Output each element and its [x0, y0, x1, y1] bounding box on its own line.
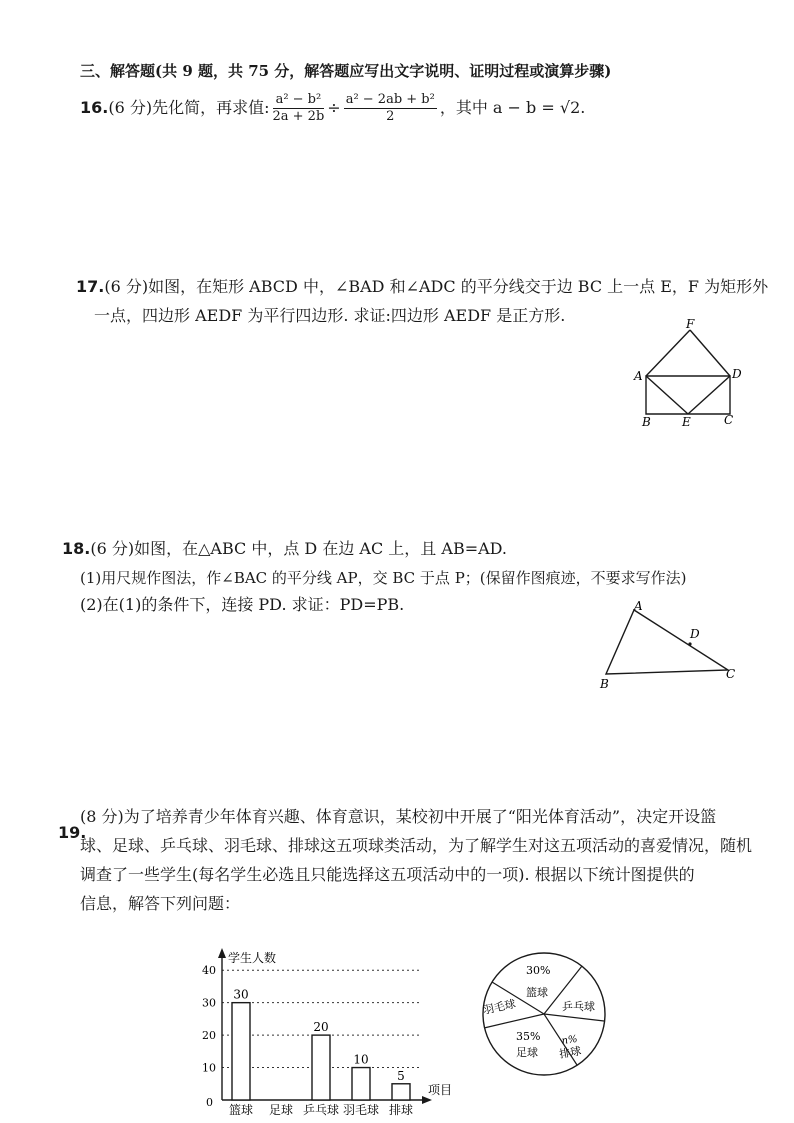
label-c: C [726, 667, 736, 681]
label-d: D [732, 367, 742, 381]
point-d [688, 642, 691, 645]
question-number: 17. [76, 277, 105, 296]
bar [352, 1068, 370, 1100]
x-category-label: 足球 [268, 1103, 294, 1117]
label-f: F [686, 317, 695, 331]
pie-divider-football-badminton [484, 1014, 544, 1028]
question-16-text-before: (6 分)先化简，再求值: [108, 98, 270, 117]
fraction-2 [344, 92, 437, 125]
label-d: D [690, 627, 700, 641]
bar-data-label: 10 [353, 1052, 369, 1067]
x-category-label: 羽毛球 [342, 1103, 380, 1117]
question-18-text: (6 分)如图，在△ABC 中，点 D 在边 AC 上，且 AB=AD. [90, 539, 508, 558]
label-c: C [724, 413, 734, 427]
pie-label-football: 足球 [516, 1046, 538, 1059]
question-18-line-3: (2)在(1)的条件下，连接 PD. 求证：PD=PB. [80, 595, 405, 614]
question-19-line-2: 球、足球、乒乓球、羽毛球、排球这五项球类活动，为了解学生对这五项活动的喜爱情况，随机 [80, 836, 753, 855]
label-b: B [642, 415, 651, 429]
fraction-1 [273, 92, 325, 125]
triangle-figure [596, 598, 746, 690]
segment-ed [688, 376, 730, 414]
fraction-1-denominator: 2a + 2b [272, 109, 325, 124]
pie-label-volleyball: 排球 [558, 1044, 583, 1061]
y-tick-label: 30 [202, 996, 216, 1010]
pie-chart [478, 948, 610, 1080]
question-number: 19. [58, 823, 87, 842]
question-16 [80, 92, 585, 125]
question-19-line-4: 信息，解答下列问题： [80, 894, 241, 913]
y-tick-label: 10 [202, 1061, 216, 1075]
bar [232, 1003, 250, 1100]
y-tick-label: 20 [202, 1029, 216, 1043]
bar-data-label: 5 [397, 1068, 405, 1083]
bar [392, 1084, 410, 1100]
x-axis-label: 项目 [428, 1083, 453, 1097]
y-tick-label: 40 [202, 964, 216, 978]
pie-label-basketball-percent: 30% [526, 964, 551, 977]
question-17-text: (6 分)如图，在矩形 ABCD 中，∠BAD 和∠ADC 的平分线交于边 BC 上一点 E，F 为矩形外 [104, 277, 769, 296]
x-category-label: 排球 [388, 1103, 414, 1117]
fraction-1-numerator: a² − b² [273, 92, 325, 109]
pie-label-basketball: 篮球 [526, 986, 548, 999]
pie-label-volleyball-percent: n% [560, 1033, 579, 1047]
pie-divider-pingpong-volleyball [544, 1014, 604, 1021]
label-e: E [682, 415, 691, 429]
question-number: 16. [80, 98, 109, 117]
pie-label-football-percent: 35% [516, 1030, 541, 1043]
x-category-label: 篮球 [228, 1103, 254, 1117]
fraction-2-denominator: 2 [386, 109, 395, 124]
y-axis-label: 学生人数 [228, 951, 277, 965]
division-operator: ÷ [327, 98, 341, 117]
question-16-text-after: ，其中 a − b = √2. [439, 98, 586, 117]
y-axis-arrow [218, 948, 226, 958]
x-axis-arrow [422, 1096, 432, 1104]
pie-label-badminton: 羽毛球 [481, 997, 517, 1017]
bar-data-label: 30 [233, 987, 249, 1002]
bar [312, 1035, 330, 1100]
bar-data-label: 20 [313, 1020, 329, 1035]
bar-chart [196, 944, 466, 1118]
rectangle-figure [628, 316, 748, 432]
question-number: 18. [62, 539, 91, 558]
x-category-label: 乒乓球 [302, 1103, 340, 1117]
question-17-line-1 [76, 276, 768, 298]
bar-chart-marks [202, 964, 413, 1117]
question-19-line-3: 调查了一些学生(每名学生必选且只能选择这五项活动中的一项). 根据以下统计图提供的 [80, 865, 695, 884]
question-19-line-1-text: (8 分)为了培养青少年体育兴趣、体育意识，某校初中开展了“阳光体育活动”，决定开设篮 [80, 807, 717, 826]
question-17-line-2: 一点，四边形 AEDF 为平行四边形. 求证:四边形 AEDF 是正方形. [94, 306, 566, 325]
question-18-line-2: (1)用尺规作图法，作∠BAC 的平分线 AP，交 BC 于点 P；(保留作图痕迹，不要求写作法) [80, 569, 687, 587]
pie-label-pingpong: 乒乓球 [562, 1000, 595, 1013]
section-header: 三、解答题(共 9 题，共 75 分，解答题应写出文字说明、证明过程或演算步骤) [80, 62, 612, 80]
fraction-2-numerator: a² − 2ab + b² [345, 92, 435, 107]
segment-af [646, 330, 690, 376]
label-a: A [634, 369, 643, 383]
triangle-abc [606, 610, 728, 674]
label-a: A [634, 599, 643, 613]
segment-ae [646, 376, 688, 414]
label-b: B [600, 677, 609, 690]
question-18-line-1 [62, 538, 507, 560]
rectangle-abcd [646, 376, 730, 414]
segment-fd [690, 330, 730, 376]
y-tick-label: 0 [206, 1096, 213, 1109]
